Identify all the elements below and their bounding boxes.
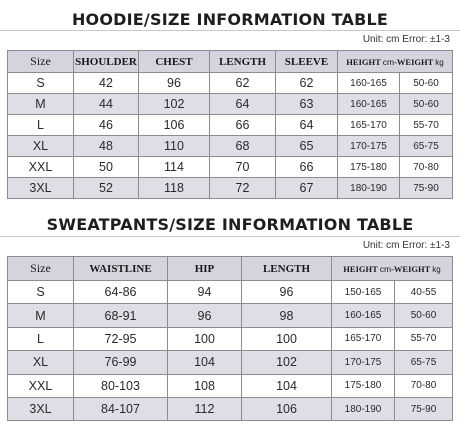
header-shoulder: SHOULDER (74, 51, 139, 73)
cell-length: 96 (242, 281, 332, 304)
cell-height: 175-180 (338, 157, 400, 178)
cell-height: 165-170 (338, 115, 400, 136)
header-length: LENGTH (210, 51, 276, 73)
table-row (8, 178, 453, 199)
cell-height: 160-165 (338, 73, 400, 94)
hoodie-size-table (7, 50, 453, 199)
table-row (8, 327, 453, 350)
cell-weight: 50-60 (395, 304, 453, 327)
cell-sleeve: 67 (276, 178, 338, 199)
cell-waistline: 64-86 (74, 281, 168, 304)
header-kg-unit: kg (435, 57, 444, 67)
header-kg-unit: kg (432, 264, 441, 274)
cell-length: 72 (210, 178, 276, 199)
cell-waistline: 80-103 (74, 374, 168, 397)
cell-length: 104 (242, 374, 332, 397)
cell-waistline: 72-95 (74, 327, 168, 350)
cell-height: 180-190 (332, 397, 395, 420)
table-header-row (8, 51, 453, 73)
cell-length: 68 (210, 136, 276, 157)
table-row (8, 374, 453, 397)
cell-weight: 65-75 (400, 136, 453, 157)
cell-height: 175-180 (332, 374, 395, 397)
header-size: Size (8, 51, 74, 73)
cell-chest: 114 (139, 157, 210, 178)
cell-weight: 70-80 (395, 374, 453, 397)
cell-chest: 106 (139, 115, 210, 136)
hoodie-title-rule (0, 30, 460, 31)
sweatpants-title-rule (0, 236, 460, 237)
cell-waistline: 68-91 (74, 304, 168, 327)
cell-length: 66 (210, 115, 276, 136)
cell-size: M (8, 94, 74, 115)
cell-height: 150-165 (332, 281, 395, 304)
cell-chest: 102 (139, 94, 210, 115)
cell-length: 106 (242, 397, 332, 420)
cell-chest: 118 (139, 178, 210, 199)
cell-weight: 55-70 (400, 115, 453, 136)
cell-size: S (8, 73, 74, 94)
header-height: HEIGHT (346, 56, 381, 67)
table-row (8, 115, 453, 136)
cell-hip: 96 (168, 304, 242, 327)
cell-height: 170-175 (338, 136, 400, 157)
cell-length: 102 (242, 351, 332, 374)
cell-weight: 40-55 (395, 281, 453, 304)
cell-sleeve: 64 (276, 115, 338, 136)
table-row (8, 136, 453, 157)
cell-sleeve: 62 (276, 73, 338, 94)
cell-weight: 50-60 (400, 94, 453, 115)
table-row (8, 304, 453, 327)
cell-length: 100 (242, 327, 332, 350)
cell-hip: 94 (168, 281, 242, 304)
cell-size: XXL (8, 157, 74, 178)
cell-height: 170-175 (332, 351, 395, 374)
table-row (8, 281, 453, 304)
cell-height: 165-170 (332, 327, 395, 350)
cell-size: M (8, 304, 74, 327)
header-height-weight (338, 51, 453, 73)
cell-size: XXL (8, 374, 74, 397)
cell-size: 3XL (8, 178, 74, 199)
cell-chest: 96 (139, 73, 210, 94)
cell-size: S (8, 281, 74, 304)
header-size: Size (8, 257, 74, 281)
header-chest: CHEST (139, 51, 210, 73)
table-header-row (8, 257, 453, 281)
cell-weight: 75-90 (400, 178, 453, 199)
cell-shoulder: 52 (74, 178, 139, 199)
table-row (8, 351, 453, 374)
cell-hip: 104 (168, 351, 242, 374)
cell-weight: 50-60 (400, 73, 453, 94)
cell-weight: 55-70 (395, 327, 453, 350)
table-row (8, 73, 453, 94)
header-cm-unit: cm (382, 56, 395, 67)
cell-length: 64 (210, 94, 276, 115)
table-row (8, 94, 453, 115)
sweatpants-table-title: SWEATPANTS/SIZE INFORMATION TABLE (46, 215, 414, 234)
cell-shoulder: 42 (74, 73, 139, 94)
cell-shoulder: 50 (74, 157, 139, 178)
table-row (8, 397, 453, 420)
cell-sleeve: 66 (276, 157, 338, 178)
cell-length: 98 (242, 304, 332, 327)
cell-weight: 70-80 (400, 157, 453, 178)
cell-sleeve: 63 (276, 94, 338, 115)
cell-weight: 75-90 (395, 397, 453, 420)
cell-chest: 110 (139, 136, 210, 157)
hoodie-unit-note: Unit: cm Error: ±1-3 (362, 34, 450, 45)
cell-shoulder: 44 (74, 94, 139, 115)
cell-shoulder: 48 (74, 136, 139, 157)
cell-size: L (8, 115, 74, 136)
cell-sleeve: 65 (276, 136, 338, 157)
cell-height: 160-165 (338, 94, 400, 115)
cell-hip: 108 (168, 374, 242, 397)
header-weight: -WEIGHT (391, 263, 431, 274)
cell-size: XL (8, 351, 74, 374)
cell-hip: 112 (168, 397, 242, 420)
header-waistline: WAISTLINE (74, 257, 168, 281)
header-weight: -WEIGHT (394, 56, 434, 67)
cell-waistline: 84-107 (74, 397, 168, 420)
sweatpants-size-table (7, 256, 453, 421)
sweatpants-unit-note: Unit: cm Error: ±1-3 (362, 240, 450, 251)
cell-length: 62 (210, 73, 276, 94)
header-height-weight (332, 257, 453, 281)
header-hip: HIP (168, 257, 242, 281)
header-length: LENGTH (242, 257, 332, 281)
cell-waistline: 76-99 (74, 351, 168, 374)
header-sleeve: SLEEVE (276, 51, 338, 73)
cell-weight: 65-75 (395, 351, 453, 374)
cell-height: 160-165 (332, 304, 395, 327)
header-cm-unit: cm (379, 263, 392, 274)
cell-size: L (8, 327, 74, 350)
cell-height: 180-190 (338, 178, 400, 199)
table-row (8, 157, 453, 178)
cell-shoulder: 46 (74, 115, 139, 136)
cell-size: XL (8, 136, 74, 157)
hoodie-table-title: HOODIE/SIZE INFORMATION TABLE (71, 10, 389, 29)
cell-hip: 100 (168, 327, 242, 350)
cell-size: 3XL (8, 397, 74, 420)
header-height: HEIGHT (343, 263, 378, 274)
cell-length: 70 (210, 157, 276, 178)
